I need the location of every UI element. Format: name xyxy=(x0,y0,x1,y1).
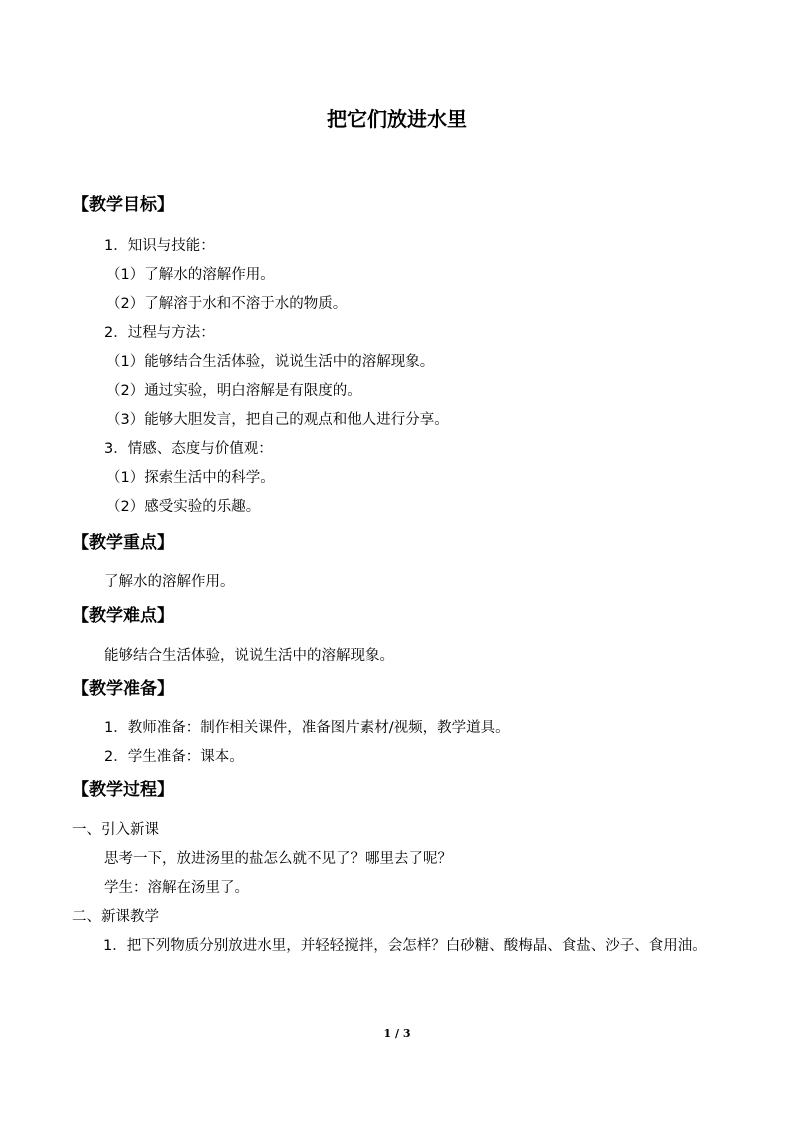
key-points-text: 了解水的溶解作用。 xyxy=(104,574,235,590)
section-title: 二、新课教学 xyxy=(72,909,159,925)
difficulties-text: 能够结合生活体验，说说生活中的溶解现象。 xyxy=(104,648,394,664)
objective-item: （2）感受实验的乐趣。 xyxy=(106,499,261,515)
page-number: 1 / 3 xyxy=(383,1027,411,1040)
section-title: 一、引入新课 xyxy=(72,822,159,838)
key-points-heading: 【教学重点】 xyxy=(72,533,174,553)
objective-item: （1）探索生活中的科学。 xyxy=(106,470,275,486)
preparation-item: 2．学生准备：课本。 xyxy=(104,749,244,765)
section-line: 思考一下，放进汤里的盐怎么就不见了？哪里去了呢？ xyxy=(104,851,452,867)
difficulties-heading: 【教学难点】 xyxy=(72,606,174,626)
process-heading: 【教学过程】 xyxy=(72,780,174,800)
objective-item: （2）了解溶于水和不溶于水的物质。 xyxy=(106,296,348,312)
objective-item: 3．情感、态度与价值观： xyxy=(104,441,273,457)
objective-item: 2．过程与方法： xyxy=(104,325,215,341)
objectives-heading: 【教学目标】 xyxy=(72,195,174,215)
preparation-heading: 【教学准备】 xyxy=(72,679,174,699)
section-line: 学生：溶解在汤里了。 xyxy=(104,880,249,896)
document-title: 把它们放进水里 xyxy=(327,107,467,131)
objective-item: （1）能够结合生活体验，说说生活中的溶解现象。 xyxy=(106,354,435,370)
objective-item: （1）了解水的溶解作用。 xyxy=(106,267,275,283)
section-paragraph: 1．把下列物质分别放进水里，并轻轻搅拌，会怎样？白砂糖、酸梅晶、食盐、沙子、食用油。 xyxy=(103,938,707,954)
objective-item: （2）通过实验，明白溶解是有限度的。 xyxy=(106,383,362,399)
objective-item: （3）能够大胆发言，把自己的观点和他人进行分享。 xyxy=(106,412,449,428)
objective-item: 1．知识与技能： xyxy=(104,238,215,254)
preparation-item: 1．教师准备：制作相关课件，准备图片素材/视频，教学道具。 xyxy=(104,720,510,736)
